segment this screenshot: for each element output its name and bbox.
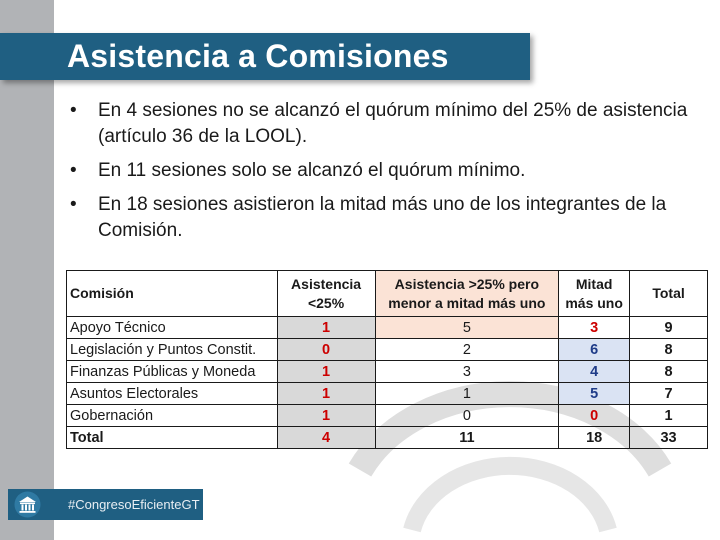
header-line: Asistencia	[291, 275, 362, 292]
header-mitad	[559, 271, 630, 317]
cell-total-total: 33	[630, 427, 708, 449]
cell-total-lt25: 4	[277, 427, 375, 449]
cell-mitad: 5	[559, 383, 630, 405]
cell-total: 9	[630, 317, 708, 339]
cell-total: 8	[630, 339, 708, 361]
cell-mid: 3	[375, 361, 559, 383]
building-icon	[14, 491, 41, 518]
bullet-text: En 18 sesiones asistieron la mitad más uno de los integrantes de la Comisión.	[98, 194, 667, 241]
bullet-dot: •	[70, 160, 77, 181]
cell-total-label: Total	[67, 427, 278, 449]
cell-lt25: 1	[277, 317, 375, 339]
header-asistencia-mayor	[375, 271, 559, 317]
cell-mid: 0	[375, 405, 559, 427]
cell-lt25: 1	[277, 405, 375, 427]
table-row	[67, 317, 708, 339]
table-row	[67, 383, 708, 405]
cell-lt25: 1	[277, 383, 375, 405]
table-header-row	[67, 271, 708, 317]
left-decorative-bar	[0, 0, 54, 540]
cell-comision: Gobernación	[67, 405, 278, 427]
header-line: Mitad	[575, 275, 613, 292]
cell-comision: Asuntos Electorales	[67, 383, 278, 405]
cell-lt25: 1	[277, 361, 375, 383]
bullet-list	[68, 98, 708, 252]
bullet-dot: •	[70, 194, 77, 215]
table-row	[67, 361, 708, 383]
footer-hashtag: #CongresoEficienteGT	[68, 497, 200, 512]
cell-comision: Finanzas Públicas y Moneda	[67, 361, 278, 383]
bullet-item	[68, 98, 708, 150]
bullet-item	[68, 192, 708, 244]
cell-mitad: 4	[559, 361, 630, 383]
bullet-dot: •	[70, 100, 77, 121]
cell-mid: 1	[375, 383, 559, 405]
header-comision: Comisión	[67, 271, 278, 317]
cell-comision: Legislación y Puntos Constit.	[67, 339, 278, 361]
header-line: menor a mitad más uno	[388, 294, 546, 311]
header-total: Total	[630, 271, 708, 317]
cell-total: 1	[630, 405, 708, 427]
cell-mitad: 0	[559, 405, 630, 427]
cell-mid: 5	[375, 317, 559, 339]
cell-total-mitad: 18	[559, 427, 630, 449]
table-total-row	[67, 427, 708, 449]
header-asistencia-25	[277, 271, 375, 317]
cell-total: 8	[630, 361, 708, 383]
table-row	[67, 405, 708, 427]
bullet-item	[68, 158, 708, 184]
header-line: Asistencia >25% pero	[394, 275, 540, 292]
cell-mid: 2	[375, 339, 559, 361]
header-line: <25%	[307, 294, 345, 311]
cell-mitad: 6	[559, 339, 630, 361]
header-line: más uno	[565, 294, 623, 311]
cell-mitad: 3	[559, 317, 630, 339]
cell-total-mid: 11	[375, 427, 559, 449]
cell-comision: Apoyo Técnico	[67, 317, 278, 339]
table-row	[67, 339, 708, 361]
cell-lt25: 0	[277, 339, 375, 361]
slide-title: Asistencia a Comisiones	[67, 38, 449, 74]
attendance-table	[66, 270, 708, 449]
bullet-text: En 4 sesiones no se alcanzó el quórum mínimo del 25% de asistencia (artículo 36 de la LOOL).	[98, 100, 688, 147]
bullet-text: En 11 sesiones solo se alcanzó el quórum mínimo.	[98, 160, 526, 181]
cell-total: 7	[630, 383, 708, 405]
